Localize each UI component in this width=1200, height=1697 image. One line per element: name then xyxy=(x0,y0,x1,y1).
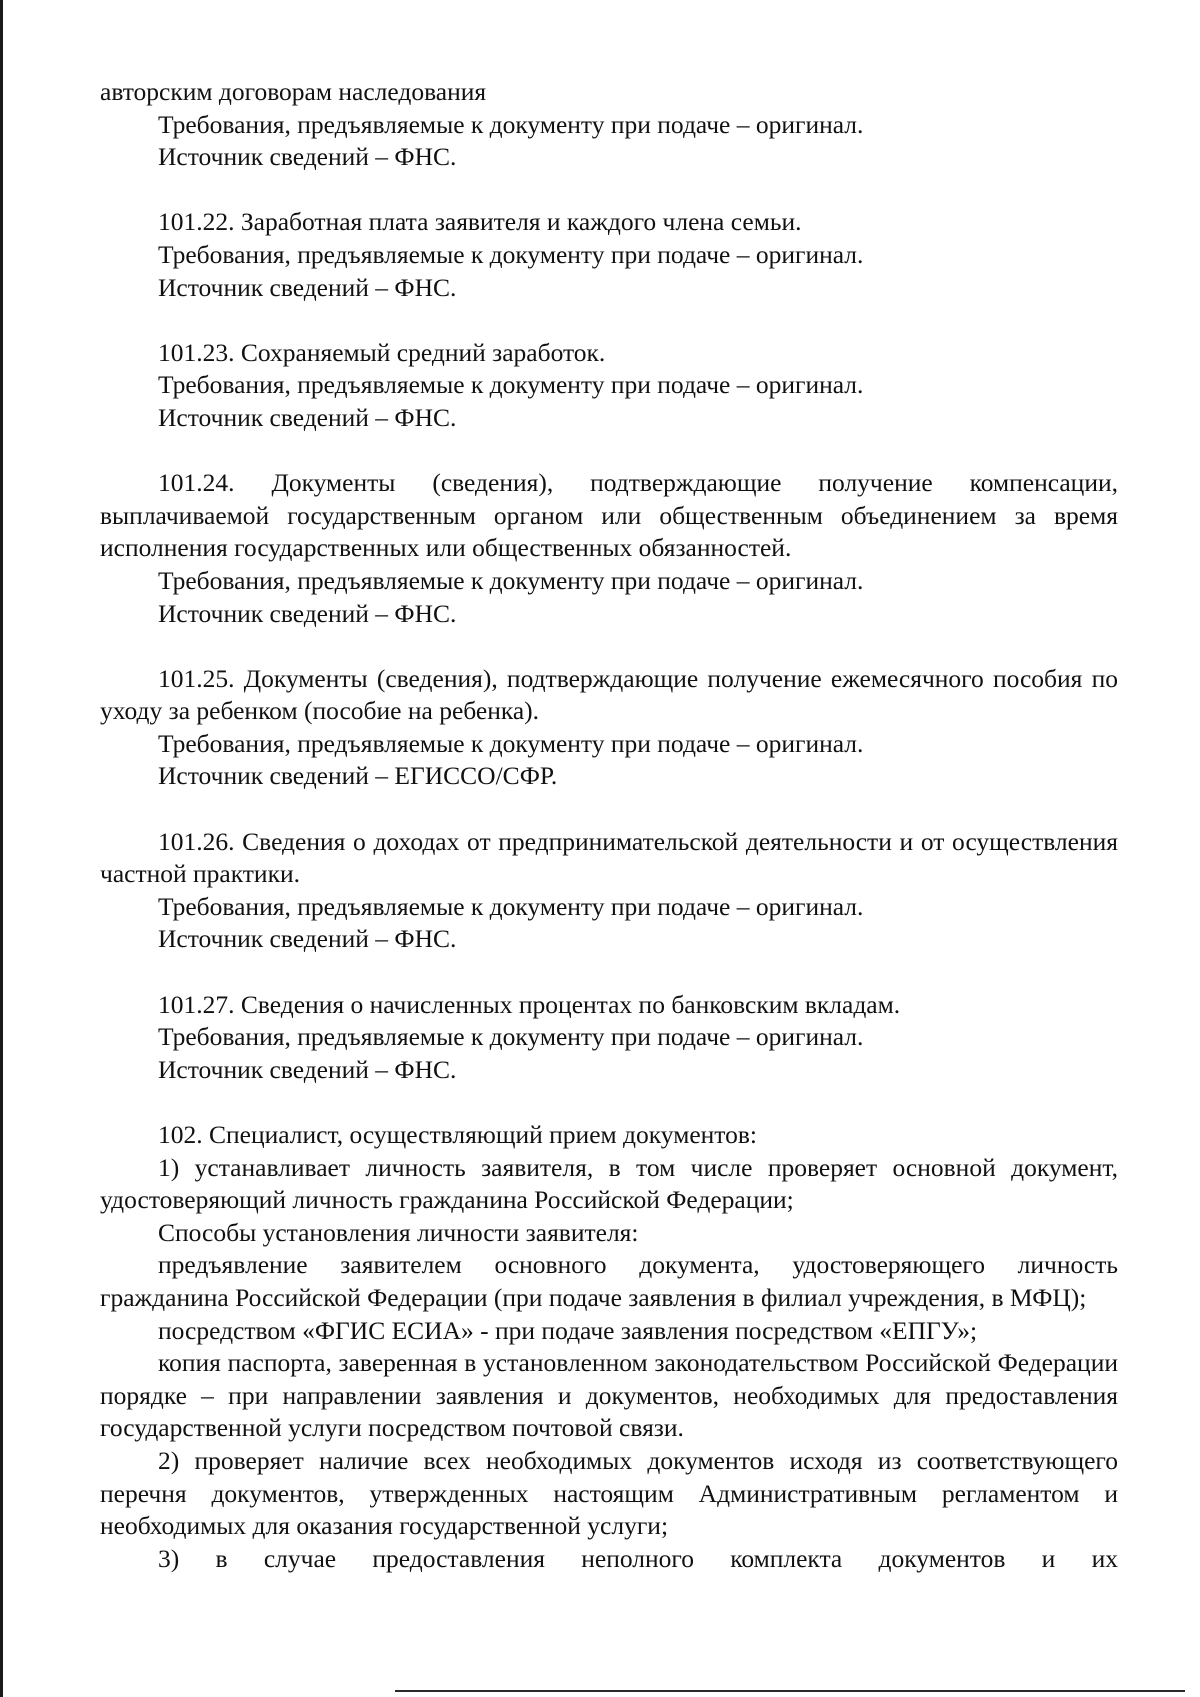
paragraph-spacer xyxy=(100,304,1118,337)
paragraph-spacer xyxy=(100,793,1118,826)
document-paragraph: Источник сведений – ФНС. xyxy=(158,402,457,432)
document-paragraph: посредством «ФГИС ЕСИА» - при подаче заявления посредством «ЕПГУ»; xyxy=(158,1315,978,1345)
paragraph-spacer xyxy=(100,174,1118,207)
paragraph-spacer xyxy=(100,956,1118,989)
document-paragraph: 2) проверяет наличие всех необходимых документов исходя из соответствующего перечня документов, утвержденных настоящим Административным регламентом и необходимых для оказания государственной услуги; xyxy=(100,1445,1118,1541)
document-paragraph: Источник сведений – ФНС. xyxy=(158,142,457,172)
page-bottom-line xyxy=(395,1690,1185,1692)
document-paragraph: Требования, предъявляемые к документу при подаче – оригинал. xyxy=(158,109,864,139)
document-paragraph: Источник сведений – ФНС. xyxy=(158,924,457,954)
document-paragraph: 102. Специалист, осуществляющий прием документов: xyxy=(158,1120,757,1149)
document-paragraph: Требования, предъявляемые к документу при подаче – оригинал. xyxy=(158,370,864,400)
document-paragraph: Источник сведений – ФНС. xyxy=(158,272,457,302)
document-paragraph: 1) устанавливает личность заявителя, в том числе проверяет основной документ, удостоверяющий личность гражданина Российской Федерации; xyxy=(100,1152,1118,1215)
document-paragraph: 101.25. Документы (сведения), подтверждающие получение ежемесячного пособия по уходу за ребенком (пособие на ребенка). xyxy=(100,663,1118,726)
document-paragraph: 101.23. Сохраняемый средний заработок. xyxy=(158,337,606,367)
paragraph-spacer xyxy=(100,435,1118,468)
document-paragraph: 101.27. Сведения о начисленных процентах по банковским вкладам. xyxy=(158,989,901,1019)
document-paragraph: предъявление заявителем основного документа, удостоверяющего личность гражданина Российской Федерации (при подаче заявления в филиал учреждения, в МФЦ); xyxy=(100,1250,1118,1312)
document-paragraph: Требования, предъявляемые к документу при подаче – оригинал. xyxy=(158,891,864,921)
document-paragraph: Требования, предъявляемые к документу при подаче – оригинал. xyxy=(158,239,864,269)
document-paragraph: Источник сведений – ФНС. xyxy=(158,598,457,628)
document-paragraph: Источник сведений – ЕГИССО/СФР. xyxy=(158,761,558,791)
paragraph-spacer xyxy=(100,1086,1118,1119)
document-paragraph: 101.22. Заработная плата заявителя и каждого члена семьи. xyxy=(158,207,802,237)
document-paragraph: копия паспорта, заверенная в установленном законодательством Российской Федерации порядке – при направлении заявления и документов, необходимых для предоставления государственной услуги посредством почтовой связи. xyxy=(100,1348,1118,1443)
document-paragraph: авторским договорам наследования xyxy=(100,77,487,106)
document-paragraph: Источник сведений – ФНС. xyxy=(158,1054,457,1084)
document-paragraph: 3) в случае предоставления неполного комплекта документов и их xyxy=(158,1543,1118,1573)
document-paragraph: Требования, предъявляемые к документу при подаче – оригинал. xyxy=(158,565,864,595)
page-left-edge xyxy=(0,0,3,1697)
paragraph-spacer xyxy=(100,630,1118,663)
document-paragraph: 101.24. Документы (сведения), подтверждающие получение компенсации, выплачиваемой государственным органом или общественным объединением за время исполнения государственных или общественных обязанностей. xyxy=(100,468,1118,563)
document-paragraph: Требования, предъявляемые к документу при подаче – оригинал. xyxy=(158,728,864,758)
document-body xyxy=(100,76,1118,1575)
document-paragraph: Способы установления личности заявителя: xyxy=(158,1217,639,1247)
document-paragraph: Требования, предъявляемые к документу при подаче – оригинал. xyxy=(158,1022,864,1052)
document-paragraph: 101.26. Сведения о доходах от предпринимательской деятельности и от осуществления частной практики. xyxy=(100,826,1118,889)
